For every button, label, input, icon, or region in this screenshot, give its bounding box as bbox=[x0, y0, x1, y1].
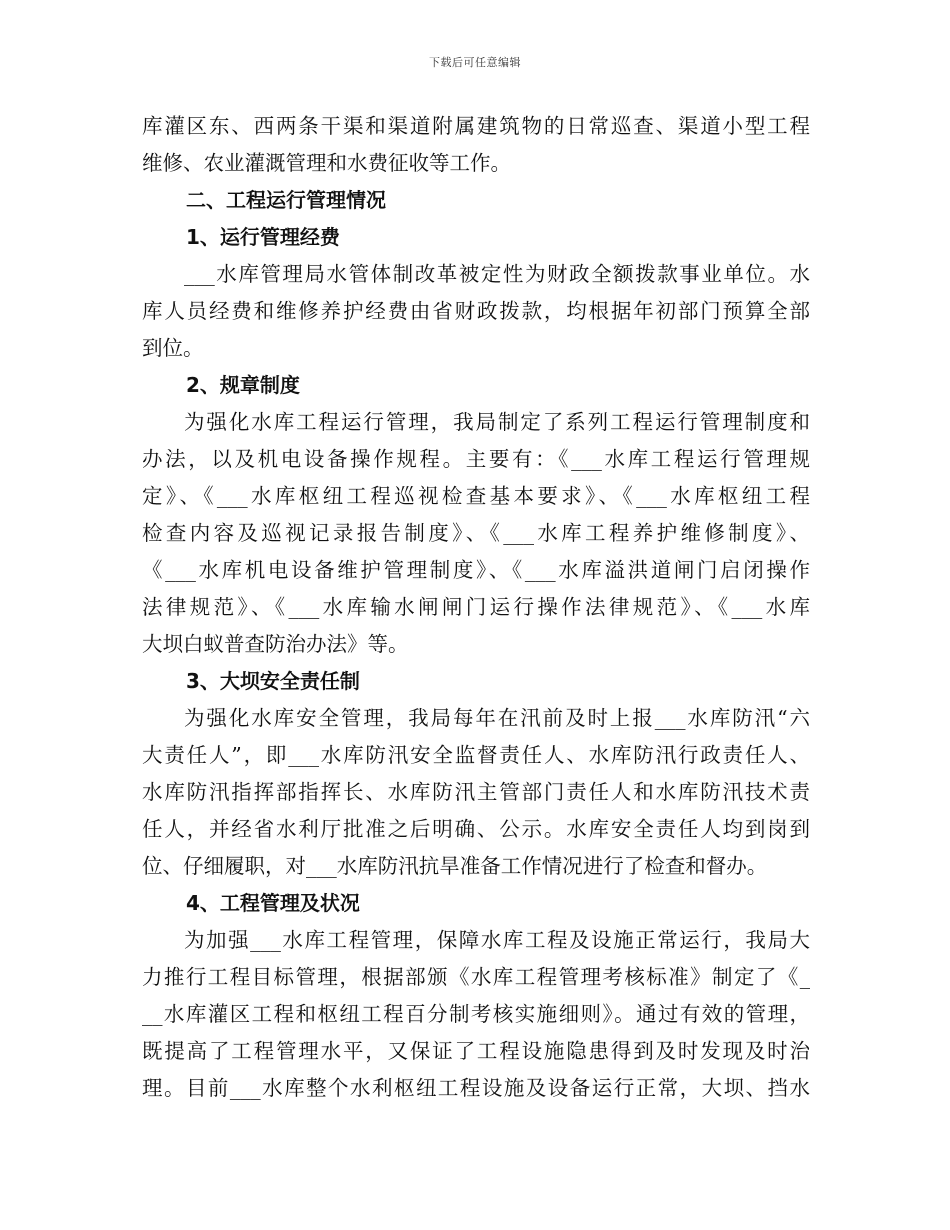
paragraph-line: 维修、农业灌溉管理和水费征收等工作。 bbox=[142, 151, 511, 175]
paragraph-line: 定》、《___水库枢纽工程巡视检查基本要求》、《___水库枢纽工程 bbox=[142, 484, 810, 508]
paragraph-line: 既提高了工程管理水平，又保证了工程设施隐患得到及时发现及时治 bbox=[142, 1039, 810, 1063]
paragraph-line: 库灌区东、西两条干渠和渠道附属建筑物的日常巡查、渠道小型工程 bbox=[142, 114, 810, 138]
paragraph-line: 办法，以及机电设备操作规程。主要有：《___水库工程运行管理规 bbox=[142, 447, 810, 471]
paragraph-line: 大坝白蚁普查防治办法》等。 bbox=[142, 632, 409, 656]
section-heading: 3、大坝安全责任制 bbox=[186, 669, 360, 693]
paragraph-line: 任人，并经省水利厅批准之后明确、公示。水库安全责任人均到岗到 bbox=[142, 817, 810, 841]
paragraph-line: 检查内容及巡视记录报告制度》、《___水库工程养护维修制度》、 bbox=[142, 521, 810, 545]
paragraph-line: 为强化水库安全管理，我局每年在汛前及时上报___水库防汛“六 bbox=[184, 706, 810, 730]
page-header: 下载后可任意编辑 bbox=[429, 56, 521, 69]
document-body bbox=[142, 108, 810, 1107]
paragraph-line: 大责任人”，即___水库防汛安全监督责任人、水库防汛行政责任人、 bbox=[142, 743, 810, 767]
section-heading: 1、运行管理经费 bbox=[186, 225, 340, 249]
paragraph-line: 《___水库机电设备维护管理制度》、《___水库溢洪道闸门启闭操作 bbox=[142, 558, 810, 582]
paragraph-line: 力推行工程目标管理，根据部颁《水库工程管理考核标准》制定了《_ bbox=[142, 965, 810, 989]
paragraph-line: 为加强___水库工程管理，保障水库工程及设施正常运行，我局大 bbox=[184, 928, 810, 952]
section-heading: 2、规章制度 bbox=[186, 373, 300, 397]
paragraph-line: 法律规范》、《___水库输水闸闸门运行操作法律规范》、《___水库 bbox=[142, 595, 810, 619]
paragraph-line: 水库防汛指挥部指挥长、水库防汛主管部门责任人和水库防汛技术责 bbox=[142, 780, 810, 804]
section-heading: 4、工程管理及状况 bbox=[186, 891, 360, 915]
paragraph-line: 为强化水库工程运行管理，我局制定了系列工程运行管理制度和 bbox=[184, 410, 810, 434]
paragraph-line: ___水库管理局水管体制改革被定性为财政全额拨款事业单位。水 bbox=[184, 262, 810, 286]
paragraph-line: 到位。 bbox=[142, 336, 204, 360]
paragraph-line: 理。目前___水库整个水利枢纽工程设施及设备运行正常，大坝、挡水 bbox=[142, 1076, 810, 1100]
paragraph-line: __水库灌区工程和枢纽工程百分制考核实施细则》。通过有效的管理， bbox=[142, 1002, 810, 1026]
paragraph-line: 库人员经费和维修养护经费由省财政拨款，均根据年初部门预算全部 bbox=[142, 299, 810, 323]
section-heading: 二、工程运行管理情况 bbox=[186, 188, 386, 212]
paragraph-line: 位、仔细履职，对___水库防汛抗旱准备工作情况进行了检查和督办。 bbox=[142, 854, 768, 878]
